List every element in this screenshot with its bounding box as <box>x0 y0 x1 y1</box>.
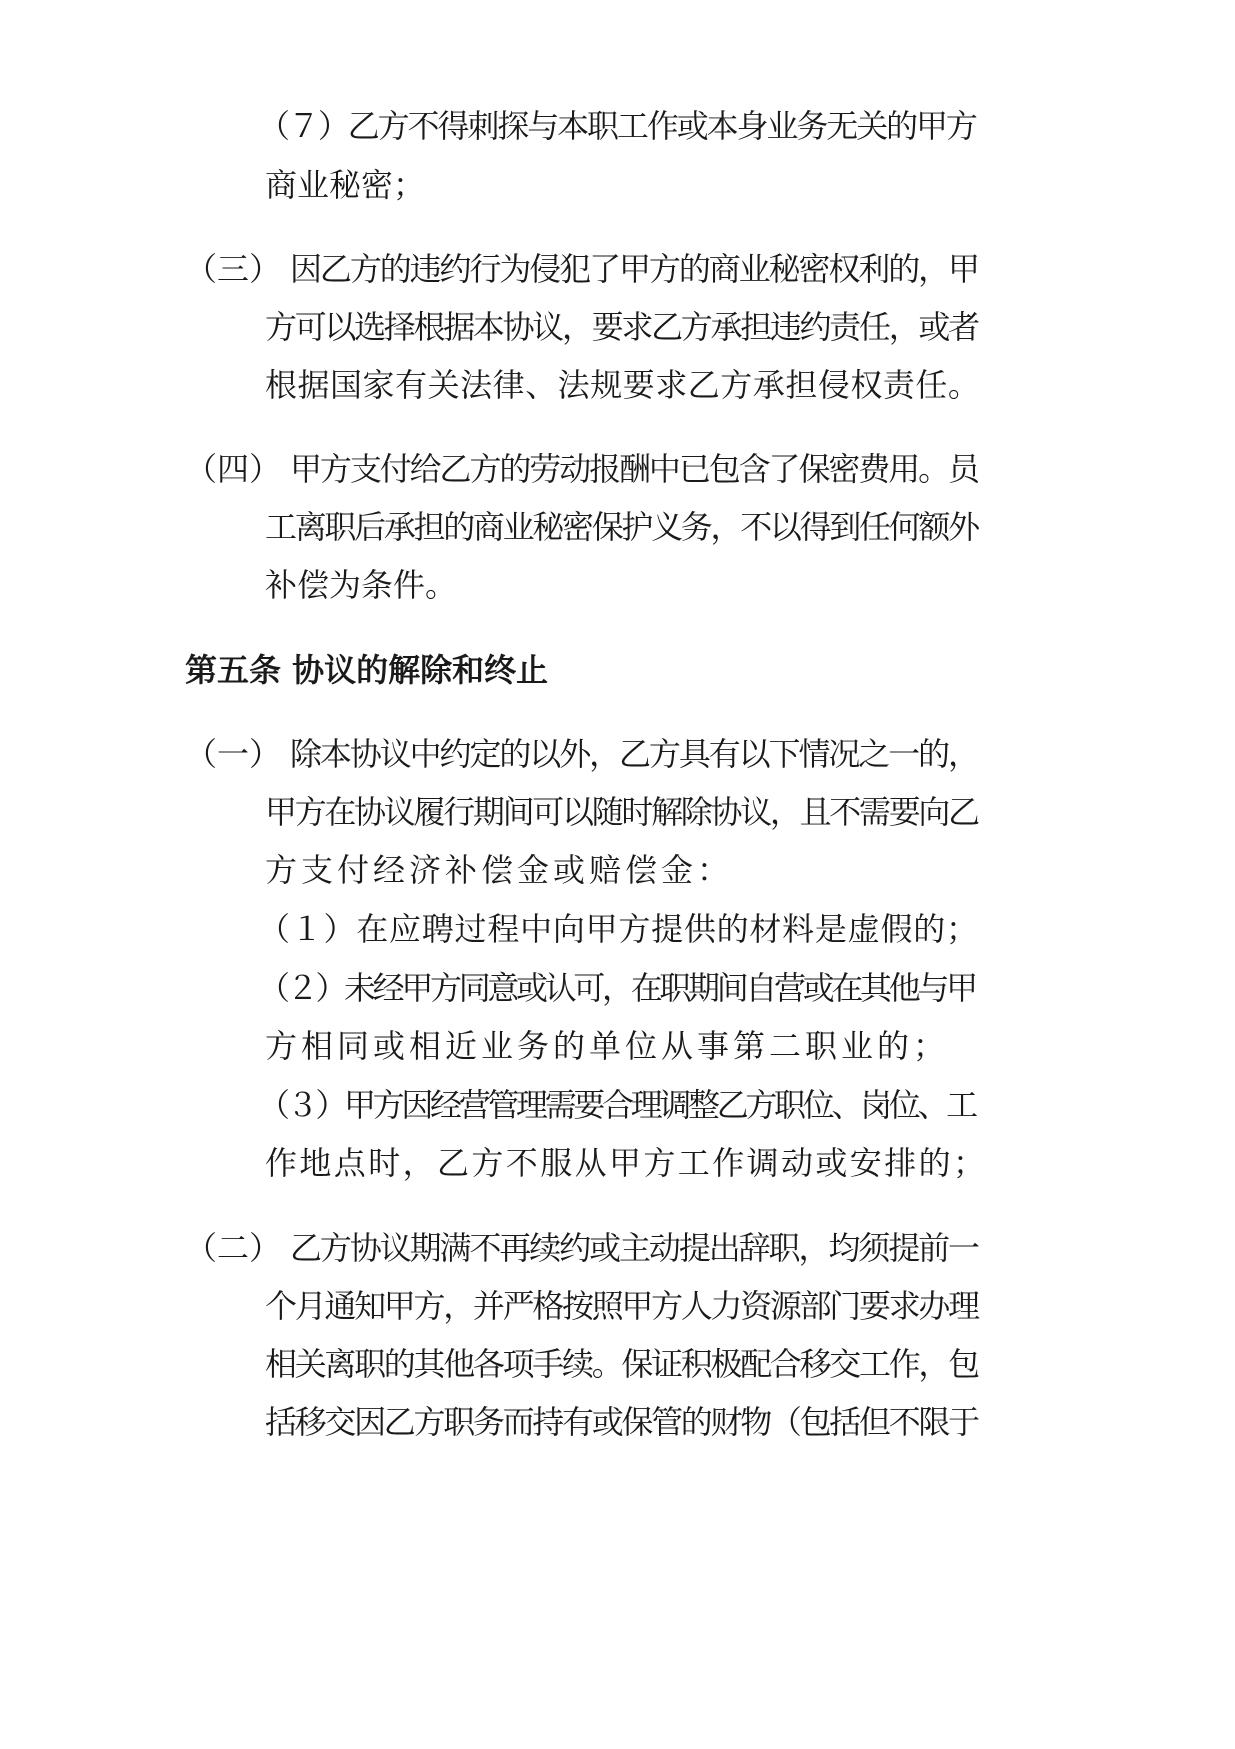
item-two-line-1: 乙方协议期满不再续约或主动提出辞职，均须提前一 <box>290 1229 978 1267</box>
item-marker-two: （二） <box>185 1229 282 1267</box>
item-two-line-4: 括移交因乙方职务而持有或保管的财物（包括但不限于 <box>265 1403 978 1441</box>
item-four-line-2: 工离职后承担的商业秘密保护义务，不以得到任何额外 <box>265 508 978 546</box>
sub-item-3-line-2: 作地点时，乙方不服从甲方工作调动或安排的； <box>265 1144 988 1182</box>
section-heading-article-5: 第五条 协议的解除和终止 <box>185 651 549 689</box>
item-one-line-3: 方支付经济补偿金或赔偿金： <box>265 851 734 889</box>
item-four-line-3: 补偿为条件。 <box>265 566 458 604</box>
sub-item-1-line-1: （１）在应聘过程中向甲方提供的材料是虚假的； <box>258 910 979 948</box>
item-four-line-1: 甲方支付给乙方的劳动报酬中已包含了保密费用。员 <box>290 450 978 488</box>
item-three-line-2: 方可以选择根据本协议，要求乙方承担违约责任，或者 <box>265 308 978 346</box>
item-one-line-1: 除本协议中约定的以外，乙方具有以下情况之一的， <box>290 735 978 773</box>
item-two-line-2: 个月通知甲方，并严格按照甲方人力资源部门要求办理 <box>265 1287 978 1325</box>
item-three-line-3: 根据国家有关法律、法规要求乙方承担侵权责任。 <box>265 366 981 404</box>
sub-item-7-line-2: 商业秘密； <box>265 166 426 204</box>
item-three-line-1: 因乙方的违约行为侵犯了甲方的商业秘密权利的，甲 <box>290 250 978 288</box>
sub-item-7-line-1: （７）乙方不得刺探与本职工作或本身业务无关的甲方 <box>258 107 976 145</box>
item-two-line-3: 相关离职的其他各项手续。保证积极配合移交工作，包 <box>265 1345 978 1383</box>
item-marker-three: （三） <box>185 250 282 288</box>
sub-item-2-line-1: （２）未经甲方同意或认可，在职期间自营或在其他与甲 <box>258 969 975 1007</box>
item-marker-one: （一） <box>185 735 282 773</box>
item-one-line-2: 甲方在协议履行期间可以随时解除协议，且不需要向乙 <box>265 793 978 831</box>
sub-item-3-line-1: （３）甲方因经营管理需要合理调整乙方职位、岗位、工 <box>258 1086 975 1124</box>
item-marker-four: （四） <box>185 450 282 488</box>
sub-item-2-line-2: 方相同或相近业务的单位从事第二职业的； <box>265 1027 950 1065</box>
